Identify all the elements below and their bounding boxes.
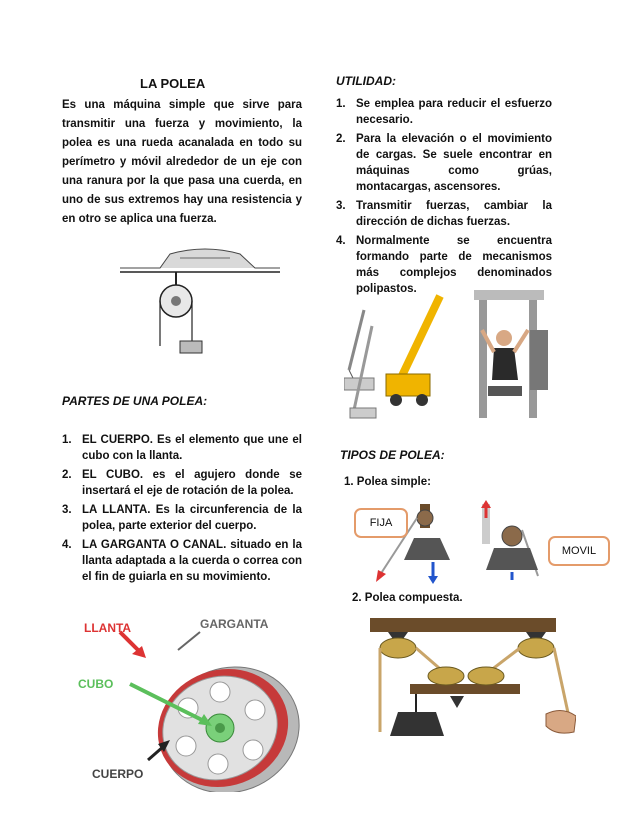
type-compound-label: 2. Polea compuesta. [352, 592, 463, 604]
utility-list [336, 96, 552, 300]
movil-label: MOVIL [561, 545, 597, 557]
list-item: 4. LA GARGANTA O CANAL. situado en la llanta adaptada a la cuerda o correa con el fin de guiarla en su movimiento. [62, 539, 302, 583]
list-item: 1. EL CUERPO. Es el elemento que une el cubo con la llanta. [62, 434, 302, 462]
simple-pulley-illustration [120, 246, 280, 356]
intro-paragraph: Es una máquina simple que sirve para transmitir una fuerza y movimiento, la polea es una rueda acanalada en todo su perímetro y móvil alrededor de un eje con una ranura por la que pasa una cuerda, en uno de sus extremos hay una resistencia y en otro se aplica una fuerza. [62, 99, 302, 225]
parts-heading: PARTES DE UNA POLEA: [62, 394, 208, 408]
page-title: LA POLEA [140, 76, 206, 91]
label-garganta: GARGANTA [200, 617, 269, 631]
movil-label-box [548, 536, 610, 566]
parts-list [62, 432, 302, 588]
fija-label: FIJA [369, 517, 393, 529]
types-heading: TIPOS DE POLEA: [340, 448, 445, 462]
pulley-parts-diagram [60, 612, 310, 792]
label-llanta: LLANTA [84, 621, 132, 635]
list-item: 1. Se emplea para reducir el esfuerzo necesario. [336, 98, 552, 126]
label-cubo: CUBO [78, 677, 114, 691]
cranes-gym-illustration [344, 290, 554, 425]
list-item: 4. Normalmente se encuentra formando parte de mecanismos más complejos denominados polipastos. [336, 235, 552, 295]
fija-label-box [354, 508, 408, 538]
label-cuerpo: CUERPO [92, 767, 144, 781]
list-item: 3. LA LLANTA. Es la circunferencia de la polea, parte exterior del cuerpo. [62, 504, 302, 532]
list-item: 2. Para la elevación o el movimiento de cargas. Se suele encontrar en máquinas como grúas, montacargas, ascensores. [336, 133, 552, 193]
list-item: 3. Transmitir fuerzas, cambiar la dirección de dichas fuerzas. [336, 200, 552, 228]
list-item: 2. EL CUBO. es el agujero donde se insertará el eje de rotación de la polea. [62, 469, 302, 497]
compound-pulley-illustration [350, 612, 576, 738]
utility-heading: UTILIDAD: [336, 74, 396, 88]
type-simple-label: 1. Polea simple: [344, 476, 431, 488]
